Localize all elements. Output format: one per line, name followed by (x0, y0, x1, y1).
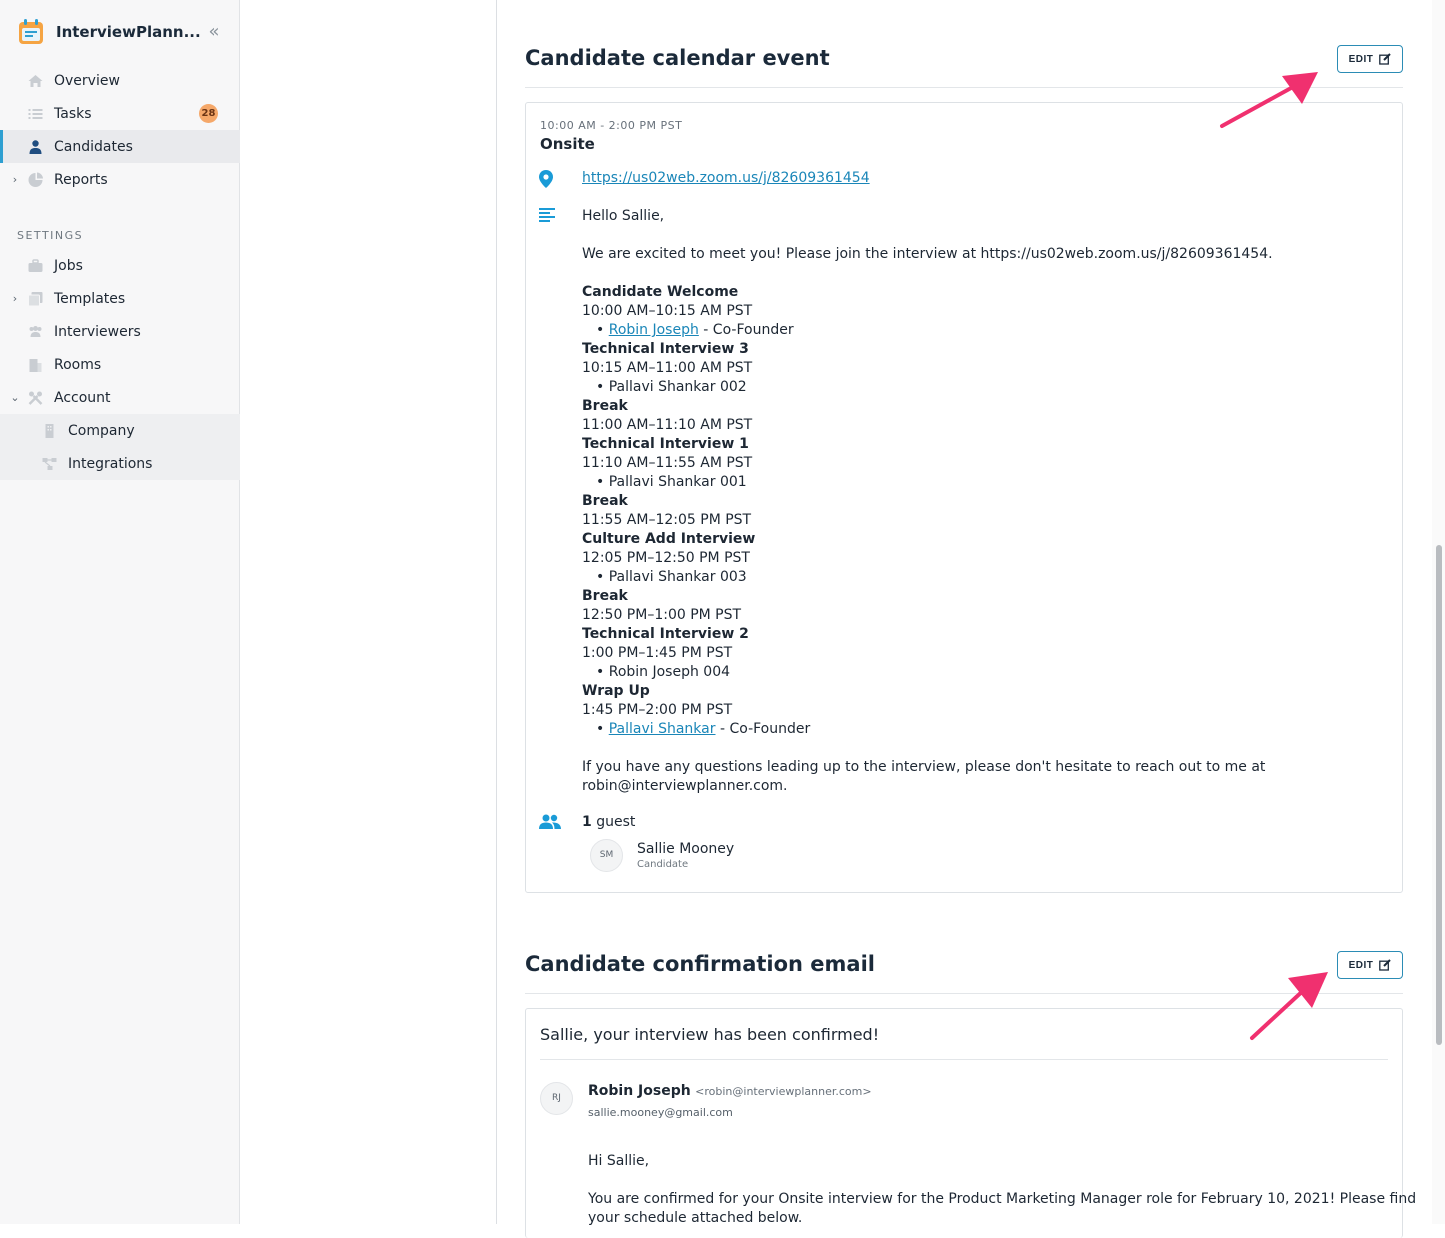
description-icon (539, 208, 556, 222)
schedule-item-time: 12:05 PM–12:50 PM PST (582, 550, 750, 566)
sidebar-item-overview[interactable] (0, 64, 240, 97)
sidebar-item-candidates[interactable] (0, 130, 240, 163)
schedule-item-title: Culture Add Interview (582, 531, 756, 547)
sidebar-item-label: Reports (54, 171, 108, 188)
schedule-item-time: 10:00 AM–10:15 AM PST (582, 303, 753, 319)
schedule-item-title: Break (582, 588, 628, 604)
email-subject: Sallie, your interview has been confirmed! (540, 1025, 880, 1044)
briefcase-icon (27, 258, 44, 274)
settings-section-label: SETTINGS (17, 229, 84, 242)
templates-icon (27, 291, 44, 307)
schedule-item-interviewer: • Robin Joseph - Co-Founder (596, 322, 794, 338)
interviewer-name: Pallavi Shankar 003 (608, 569, 747, 585)
content-divider (496, 0, 497, 1224)
sidebar-item-tasks[interactable] (0, 97, 240, 130)
sidebar-item-label: Jobs (54, 257, 83, 274)
guest-role: Candidate (637, 859, 689, 870)
interviewer-name: Pallavi Shankar 002 (608, 379, 747, 395)
guest-avatar: SM (590, 839, 623, 872)
sidebar-item-reports[interactable] (0, 163, 240, 196)
collapse-sidebar-icon[interactable]: « (208, 21, 220, 42)
interviewer-role: - Co-Founder (698, 322, 794, 338)
calendar-logo-icon (17, 18, 45, 46)
schedule-item-time: 11:10 AM–11:55 AM PST (582, 455, 753, 471)
interviewer-name: Pallavi Shankar 001 (608, 474, 747, 490)
location-link[interactable]: https://us02web.zoom.us/j/82609361454 (582, 170, 870, 186)
schedule-item-interviewer: • Pallavi Shankar - Co-Founder (596, 721, 811, 737)
chevron-right-icon[interactable]: › (12, 173, 18, 186)
schedule-item-title: Technical Interview 2 (582, 626, 749, 642)
tools-icon (27, 390, 44, 406)
description-greeting: Hello Sallie, (582, 208, 665, 224)
chevron-right-icon[interactable]: › (12, 292, 18, 305)
sidebar-item-label: Integrations (68, 455, 153, 472)
schedule-item-title: Wrap Up (582, 683, 650, 699)
sidebar-item-label: Interviewers (54, 323, 141, 340)
sidebar-item-account[interactable] (0, 381, 240, 414)
event-time-range: 10:00 AM - 2:00 PM PST (540, 119, 683, 132)
sidebar-item-interviewers[interactable] (0, 315, 240, 348)
sidebar-item-templates[interactable] (0, 282, 240, 315)
guest-count (582, 814, 635, 830)
schedule-item-title: Candidate Welcome (582, 284, 739, 300)
annotation-arrow-icon (1210, 60, 1340, 140)
interviewer-role: - Co-Founder (715, 721, 811, 737)
sender-line (588, 1083, 872, 1099)
scrollbar-thumb[interactable] (1436, 545, 1442, 1045)
annotation-arrow-icon (1240, 966, 1340, 1048)
guest-count-word: guest (591, 814, 636, 830)
schedule-item-interviewer: • Pallavi Shankar 002 (596, 379, 747, 395)
schedule-item-time: 12:50 PM–1:00 PM PST (582, 607, 742, 623)
schedule-item-interviewer: • Robin Joseph 004 (596, 664, 731, 680)
sidebar-item-rooms[interactable] (0, 348, 240, 381)
sender-avatar: RJ (540, 1082, 573, 1115)
interviewer-link[interactable]: Pallavi Shankar (608, 721, 716, 737)
door-icon (27, 357, 44, 373)
email-body-line: your schedule attached below. (588, 1210, 803, 1226)
confirmation-email-title: Candidate confirmation email (525, 952, 875, 976)
brand[interactable] (17, 18, 227, 48)
home-icon (27, 73, 44, 89)
sidebar-item-label: Overview (54, 72, 120, 89)
building-icon (41, 423, 58, 439)
edit-button-label: EDIT (1348, 53, 1374, 65)
edit-calendar-event-button[interactable] (1337, 45, 1403, 73)
event-name: Onsite (540, 135, 595, 153)
calendar-event-card (525, 102, 1403, 893)
schedule-item-title: Technical Interview 3 (582, 341, 749, 357)
edit-icon (1379, 959, 1391, 971)
edit-icon (1379, 53, 1391, 65)
email-greeting: Hi Sallie, (588, 1153, 650, 1169)
sidebar-item-label: Account (54, 389, 111, 406)
users-icon (27, 324, 44, 340)
schedule-item-time: 1:45 PM–2:00 PM PST (582, 702, 733, 718)
location-pin-icon (539, 170, 553, 188)
interviewer-name: Robin Joseph 004 (608, 664, 731, 680)
sidebar-item-label: Candidates (54, 138, 133, 155)
tasks-count-badge: 28 (199, 104, 218, 123)
edit-button-label: EDIT (1348, 959, 1374, 971)
guest-name: Sallie Mooney (637, 841, 735, 857)
pie-chart-icon (27, 172, 44, 188)
schedule-item-time: 11:55 AM–12:05 PM PST (582, 512, 752, 528)
integrations-icon (41, 456, 58, 472)
description-intro: We are excited to meet you! Please join the interview at https://us02web.zoom.us/j/82609361454. (582, 246, 1273, 262)
sidebar-item-label: Tasks (54, 105, 92, 122)
sidebar-item-company[interactable] (0, 414, 240, 447)
schedule-item-time: 1:00 PM–1:45 PM PST (582, 645, 733, 661)
schedule-item-time: 10:15 AM–11:00 AM PST (582, 360, 753, 376)
email-header-divider (540, 1059, 1388, 1060)
task-list-icon (27, 106, 44, 122)
sidebar-item-integrations[interactable] (0, 447, 240, 480)
interviewer-link[interactable]: Robin Joseph (608, 322, 699, 338)
sidebar-item-label: Templates (54, 290, 126, 307)
edit-confirmation-email-button[interactable] (1337, 951, 1403, 979)
guest-count-number: 1 (582, 814, 592, 830)
email-body-line: You are confirmed for your Onsite interview for the Product Marketing Manager role for February 10, 2021! Please find (588, 1191, 1417, 1207)
sidebar-item-label: Rooms (54, 356, 102, 373)
user-icon (27, 139, 44, 155)
sidebar-item-label: Company (68, 422, 135, 439)
schedule-item-title: Technical Interview 1 (582, 436, 749, 452)
sender-name: Robin Joseph (588, 1083, 691, 1099)
schedule-item-title: Break (582, 493, 628, 509)
sidebar-item-jobs[interactable] (0, 249, 240, 282)
schedule-item-time: 11:00 AM–11:10 AM PST (582, 417, 753, 433)
sidebar (0, 0, 240, 1224)
guests-icon (539, 814, 561, 829)
chevron-down-icon[interactable]: ⌄ (10, 391, 20, 404)
schedule-item-title: Break (582, 398, 628, 414)
recipient-email: sallie.mooney@gmail.com (588, 1106, 733, 1119)
schedule-item-interviewer: • Pallavi Shankar 001 (596, 474, 747, 490)
calendar-event-title: Candidate calendar event (525, 46, 830, 70)
brand-name: InterviewPlann... (56, 23, 201, 41)
sender-email: <robin@interviewplanner.com> (695, 1085, 872, 1098)
schedule-item-interviewer: • Pallavi Shankar 003 (596, 569, 747, 585)
description-closing-line: If you have any questions leading up to the interview, please don't hesitate to reach out to me at (582, 759, 1266, 775)
description-closing-email: robin@interviewplanner.com. (582, 778, 788, 794)
